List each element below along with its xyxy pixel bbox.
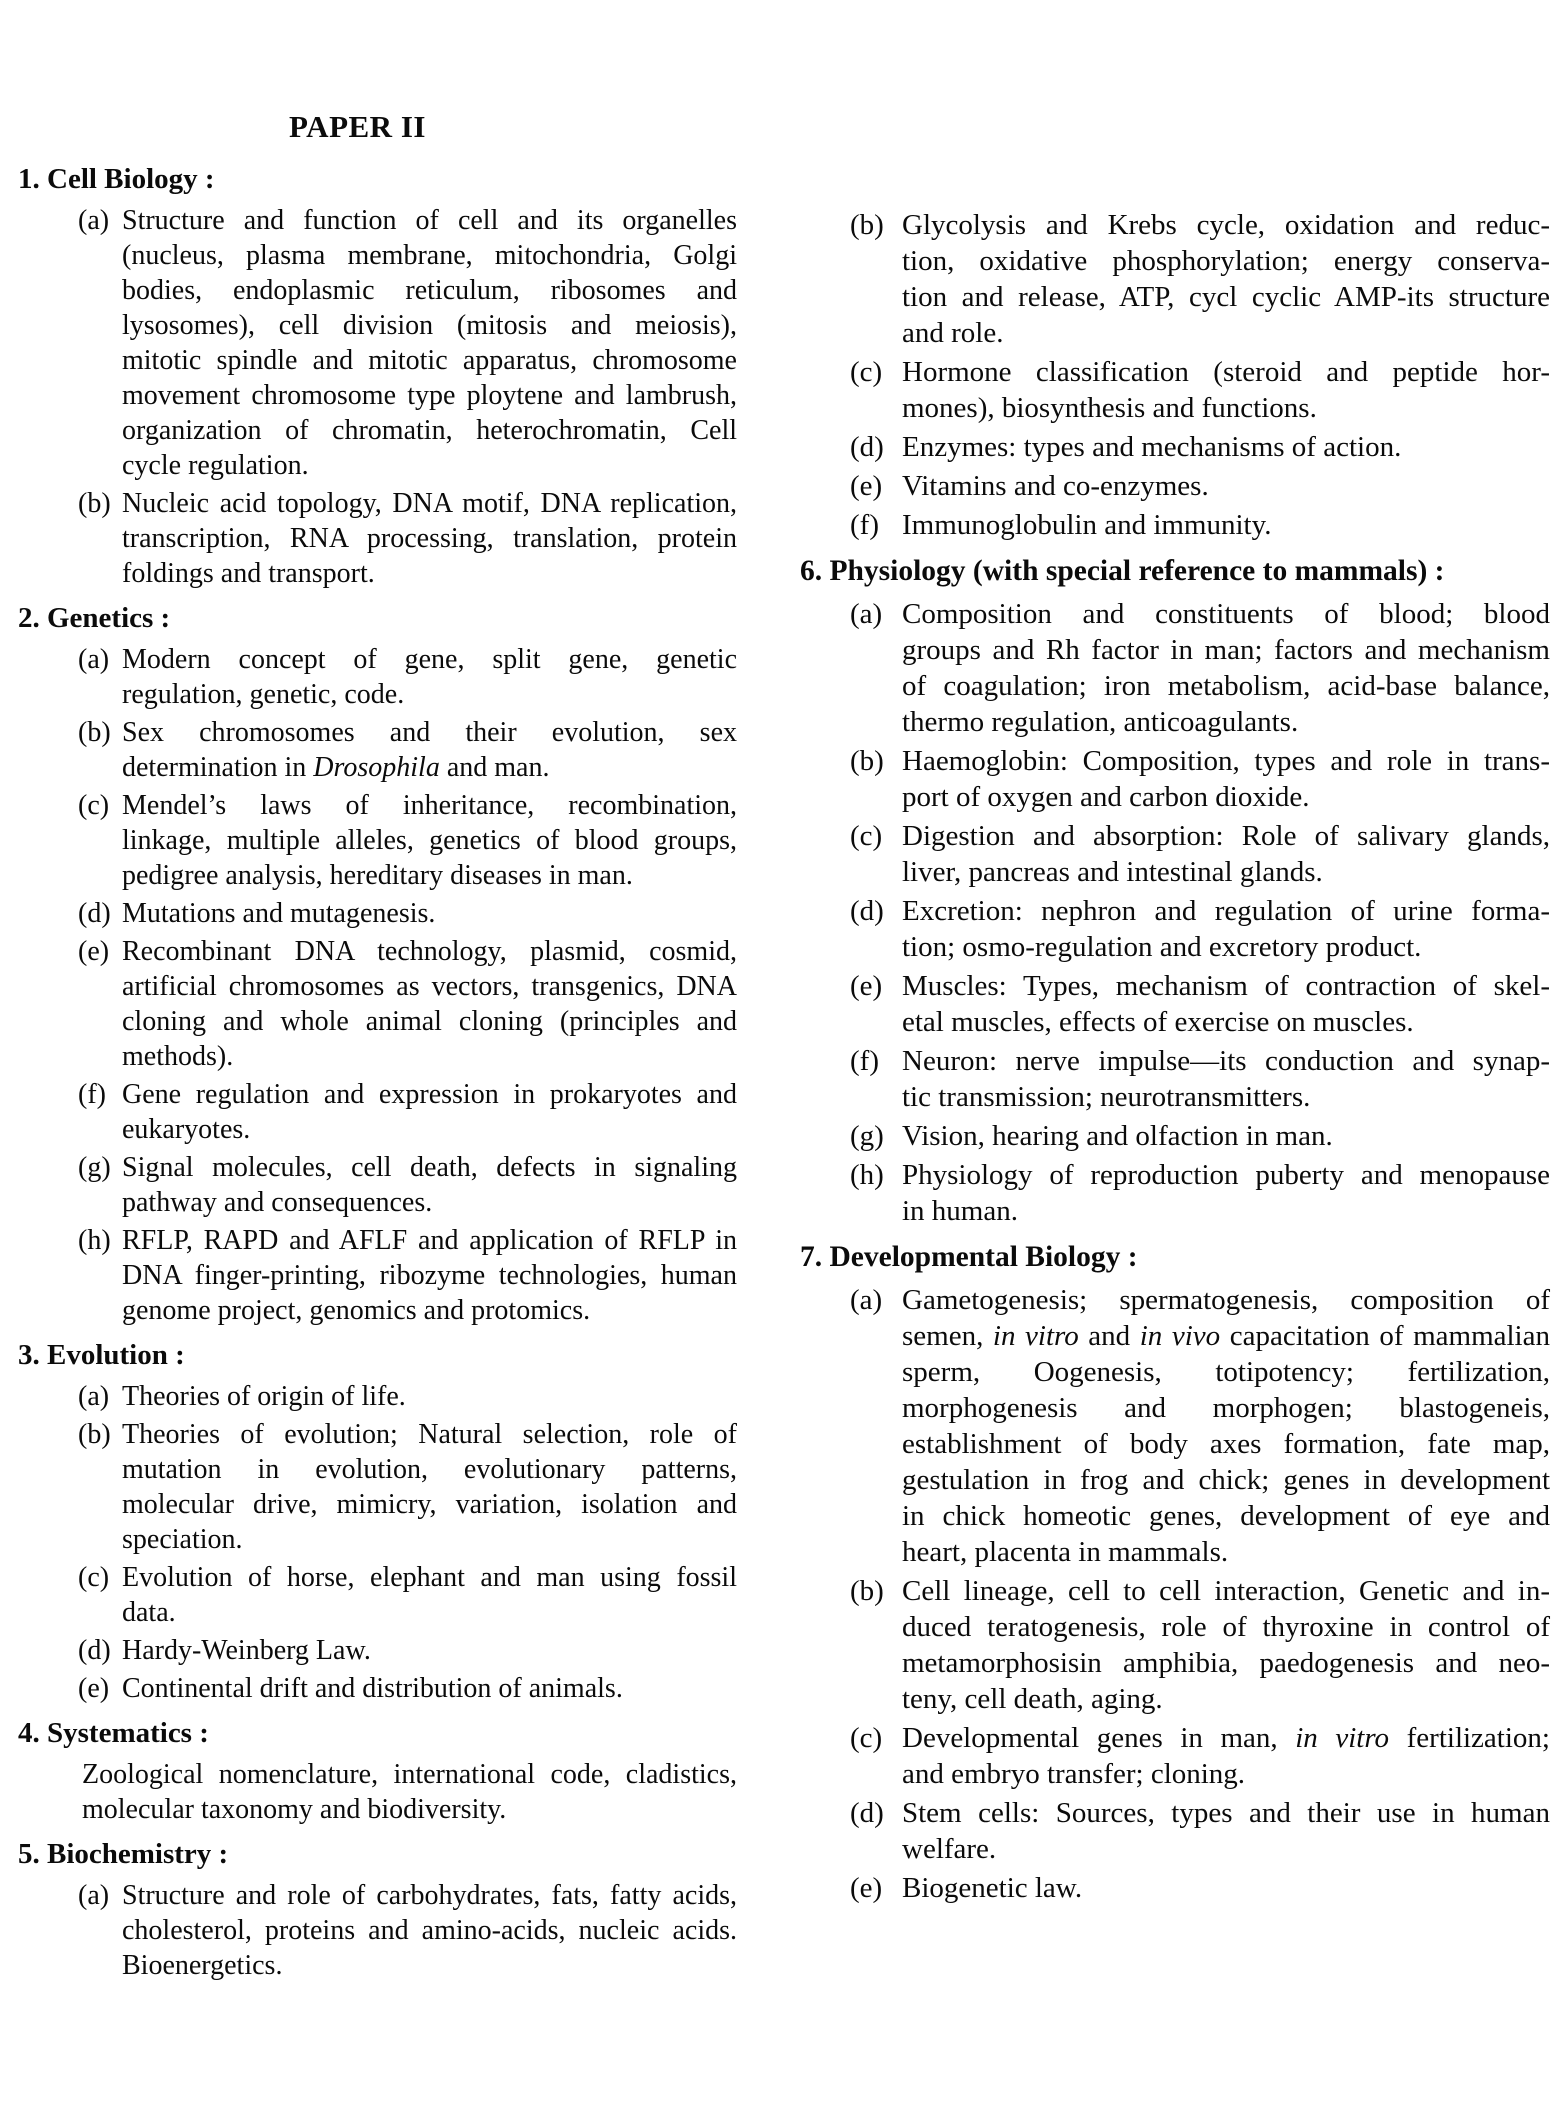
text-line: transcription, RNA processing, translation, protein bbox=[122, 523, 737, 554]
item-text bbox=[902, 207, 1550, 351]
item-label: (a) bbox=[850, 1284, 883, 1316]
item-label: (d) bbox=[78, 1635, 111, 1666]
text-line: establishment of body axes formation, fate map, bbox=[902, 1428, 1550, 1460]
text-line: in human. bbox=[902, 1195, 1018, 1227]
syllabus-item bbox=[850, 1043, 1550, 1115]
text-line: mones), biosynthesis and functions. bbox=[902, 392, 1317, 424]
section-heading: 2. Genetics : bbox=[18, 602, 171, 634]
item-label: (e) bbox=[850, 970, 883, 1002]
text-line: Sex chromosomes and their evolution, sex bbox=[122, 717, 737, 748]
item-text bbox=[122, 788, 737, 893]
item-text bbox=[902, 1573, 1550, 1717]
text-line: molecular drive, mimicry, variation, isolation and bbox=[122, 1489, 737, 1520]
section-heading: 5. Biochemistry : bbox=[18, 1838, 229, 1870]
text-line: foldings and transport. bbox=[122, 558, 375, 589]
text-line: of coagulation; iron metabolism, acid-base balance, bbox=[902, 670, 1550, 702]
syllabus-item bbox=[850, 1720, 1550, 1792]
syllabus-item bbox=[78, 788, 737, 893]
syllabus-item bbox=[78, 1223, 737, 1328]
text-line: Gene regulation and expression in prokaryotes and bbox=[122, 1079, 737, 1110]
item-text bbox=[902, 893, 1550, 965]
text-line: etal muscles, effects of exercise on muscles. bbox=[902, 1006, 1414, 1038]
item-text bbox=[122, 1671, 737, 1706]
syllabus-item bbox=[850, 1870, 1550, 1906]
text-line: tic transmission; neurotransmitters. bbox=[902, 1081, 1311, 1113]
item-label: (e) bbox=[78, 936, 110, 967]
item-text bbox=[122, 642, 737, 712]
text-line: and embryo transfer; cloning. bbox=[902, 1758, 1246, 1790]
text-line: Theories of origin of life. bbox=[122, 1381, 406, 1412]
item-text bbox=[122, 1223, 737, 1328]
text-line: Physiology of reproduction puberty and menopause bbox=[902, 1159, 1550, 1191]
item-text bbox=[122, 934, 737, 1074]
text-line: Haemoglobin: Composition, types and role in trans- bbox=[902, 745, 1550, 777]
item-label: (b) bbox=[78, 488, 111, 519]
syllabus-item bbox=[850, 354, 1550, 426]
text-line: Cell lineage, cell to cell interaction, Genetic and in- bbox=[902, 1575, 1550, 1607]
text-line: methods). bbox=[122, 1041, 234, 1072]
syllabus-item bbox=[82, 1757, 737, 1827]
item-label: (a) bbox=[850, 598, 883, 630]
syllabus-item bbox=[850, 1795, 1550, 1867]
item-label: (b) bbox=[850, 745, 884, 777]
text-line: Muscles: Types, mechanism of contraction of skel- bbox=[902, 970, 1550, 1002]
text-line: liver, pancreas and intestinal glands. bbox=[902, 856, 1323, 888]
syllabus-item bbox=[78, 1633, 737, 1668]
section-heading: 7. Developmental Biology : bbox=[800, 1241, 1138, 1273]
text-line: Digestion and absorption: Role of salivary glands, bbox=[902, 820, 1550, 852]
item-text bbox=[902, 968, 1550, 1040]
text-line: bodies, endoplasmic reticulum, ribosomes and bbox=[122, 275, 737, 306]
syllabus-item bbox=[78, 1077, 737, 1147]
syllabus-item bbox=[850, 1282, 1550, 1570]
item-text bbox=[902, 1720, 1550, 1792]
item-text bbox=[122, 486, 737, 591]
text-line: Excretion: nephron and regulation of urine forma- bbox=[902, 895, 1550, 927]
item-label: (b) bbox=[850, 1575, 884, 1607]
text-line: Zoological nomenclature, international code, cladistics, bbox=[82, 1759, 737, 1790]
text-line: pedigree analysis, hereditary diseases in man. bbox=[122, 860, 633, 891]
item-text bbox=[122, 1417, 737, 1557]
item-label: (b) bbox=[78, 1419, 111, 1450]
text-line: molecular taxonomy and biodiversity. bbox=[82, 1794, 507, 1825]
text-line: Nucleic acid topology, DNA motif, DNA replication, bbox=[122, 488, 737, 519]
item-label: (f) bbox=[850, 509, 879, 541]
text-line: welfare. bbox=[902, 1833, 997, 1865]
text-line: cloning and whole animal cloning (principles and bbox=[122, 1006, 737, 1037]
item-text bbox=[122, 1379, 737, 1414]
text-line: heart, placenta in mammals. bbox=[902, 1536, 1229, 1568]
item-label: (f) bbox=[78, 1079, 106, 1110]
text-line: Evolution of horse, elephant and man using fossil data. bbox=[122, 1562, 737, 1628]
text-line: in chick homeotic genes, development of eye and bbox=[902, 1500, 1550, 1532]
item-label: (d) bbox=[78, 898, 111, 929]
syllabus-item bbox=[850, 507, 1550, 543]
syllabus-item bbox=[850, 1157, 1550, 1229]
section-heading: 3. Evolution : bbox=[18, 1339, 185, 1371]
text-line: determination in Drosophila and man. bbox=[122, 752, 550, 783]
text-line: lysosomes), cell division (mitosis and meiosis), bbox=[122, 310, 737, 341]
text-line: groups and Rh factor in man; factors and mechanism bbox=[902, 634, 1550, 666]
text-line: Structure and function of cell and its organelles bbox=[122, 205, 737, 236]
item-text bbox=[902, 468, 1550, 504]
syllabus-section bbox=[18, 1336, 737, 1706]
item-label: (a) bbox=[78, 644, 110, 675]
text-line: Hormone classification (steroid and peptide hor- bbox=[902, 356, 1550, 388]
text-line: cholesterol, proteins and amino-acids, nucleic acids. bbox=[122, 1915, 737, 1946]
text-line: Gametogenesis; spermatogenesis, composition of bbox=[902, 1284, 1550, 1316]
right-column-sections bbox=[800, 207, 1550, 1906]
left-column-sections bbox=[18, 160, 737, 1983]
item-text bbox=[122, 203, 737, 483]
item-label: (c) bbox=[78, 1562, 110, 1593]
section-heading: 1. Cell Biology : bbox=[18, 163, 215, 195]
text-line: Continental drift and distribution of animals. bbox=[122, 1673, 623, 1704]
item-label: (g) bbox=[850, 1120, 884, 1152]
text-line: Bioenergetics. bbox=[122, 1950, 283, 1981]
text-line: Stem cells: Sources, types and their use in human bbox=[902, 1797, 1550, 1829]
text-line: DNA finger-printing, ribozyme technologies, human bbox=[122, 1260, 737, 1291]
item-text bbox=[902, 429, 1550, 465]
text-line: Vitamins and co-enzymes. bbox=[902, 470, 1209, 502]
syllabus-section bbox=[18, 160, 737, 591]
text-line: (nucleus, plasma membrane, mitochondria, Golgi bbox=[122, 240, 737, 271]
item-text bbox=[122, 896, 737, 931]
text-line: thermo regulation, anticoagulants. bbox=[902, 706, 1299, 738]
syllabus-item bbox=[78, 1560, 737, 1630]
item-label: (f) bbox=[850, 1045, 879, 1077]
item-text bbox=[902, 1282, 1550, 1570]
item-label: (h) bbox=[850, 1159, 884, 1191]
text-line: and role. bbox=[902, 317, 1004, 349]
item-text bbox=[902, 507, 1550, 543]
item-text bbox=[902, 1795, 1550, 1867]
text-line: organization of chromatin, heterochromatin, Cell bbox=[122, 415, 737, 446]
text-line: speciation. bbox=[122, 1524, 243, 1555]
text-line: Enzymes: types and mechanisms of action. bbox=[902, 431, 1402, 463]
item-text bbox=[902, 1118, 1550, 1154]
item-text bbox=[902, 743, 1550, 815]
syllabus-item bbox=[78, 486, 737, 591]
page-title: PAPER II bbox=[289, 109, 426, 144]
item-text bbox=[902, 818, 1550, 890]
item-text bbox=[82, 1757, 737, 1827]
item-label: (a) bbox=[78, 1880, 110, 1911]
text-line: Glycolysis and Krebs cycle, oxidation and reduc- bbox=[902, 209, 1550, 241]
item-label: (e) bbox=[850, 470, 883, 502]
syllabus-item bbox=[78, 1878, 737, 1983]
text-line: Signal molecules, cell death, defects in signaling bbox=[122, 1152, 737, 1183]
syllabus-section bbox=[18, 1835, 737, 1983]
item-text bbox=[122, 1150, 737, 1220]
syllabus-section bbox=[18, 599, 737, 1328]
item-text bbox=[902, 354, 1550, 426]
text-line: Mendel’s laws of inheritance, recombination, bbox=[122, 790, 737, 821]
syllabus-item bbox=[78, 203, 737, 483]
text-line: teny, cell death, aging. bbox=[902, 1683, 1163, 1715]
item-label: (b) bbox=[850, 209, 884, 241]
text-line: port of oxygen and carbon dioxide. bbox=[902, 781, 1310, 813]
text-line: Vision, hearing and olfaction in man. bbox=[902, 1120, 1333, 1152]
item-text bbox=[122, 1633, 737, 1668]
syllabus-item bbox=[850, 968, 1550, 1040]
text-line: tion and release, ATP, cycl cyclic AMP-its structure bbox=[902, 281, 1550, 313]
syllabus-item bbox=[850, 429, 1550, 465]
text-line: Hardy-Weinberg Law. bbox=[122, 1635, 371, 1666]
syllabus-section bbox=[800, 551, 1550, 1229]
text-line: Biogenetic law. bbox=[902, 1872, 1083, 1904]
syllabus-item bbox=[850, 468, 1550, 504]
item-label: (d) bbox=[850, 431, 884, 463]
text-line: pathway and consequences. bbox=[122, 1187, 433, 1218]
syllabus-item bbox=[850, 818, 1550, 890]
text-line: mutation in evolution, evolutionary patterns, bbox=[122, 1454, 737, 1485]
item-label: (c) bbox=[78, 790, 110, 821]
text-line: metamorphosisin amphibia, paedogenesis and neo- bbox=[902, 1647, 1550, 1679]
syllabus-item bbox=[78, 896, 737, 931]
section-heading: 4. Systematics : bbox=[18, 1717, 209, 1749]
syllabus-item bbox=[850, 207, 1550, 351]
syllabus-item bbox=[78, 715, 737, 785]
item-label: (g) bbox=[78, 1152, 111, 1183]
syllabus-item bbox=[78, 934, 737, 1074]
text-line: Mutations and mutagenesis. bbox=[122, 898, 436, 929]
item-label: (e) bbox=[78, 1673, 110, 1704]
text-line: regulation, genetic, code. bbox=[122, 679, 405, 710]
text-line: Developmental genes in man, in vitro fertilization; bbox=[902, 1722, 1550, 1754]
item-label: (c) bbox=[850, 356, 883, 388]
syllabus-item bbox=[850, 893, 1550, 965]
text-line: sperm, Oogenesis, totipotency; fertilization, bbox=[902, 1356, 1550, 1388]
text-line: eukaryotes. bbox=[122, 1114, 251, 1145]
text-line: cycle regulation. bbox=[122, 450, 309, 481]
item-text bbox=[902, 596, 1550, 740]
left-column bbox=[18, 108, 737, 1986]
item-text bbox=[122, 1878, 737, 1983]
syllabus-item bbox=[78, 1379, 737, 1414]
item-text bbox=[122, 715, 737, 785]
item-text bbox=[122, 1077, 737, 1147]
text-line: linkage, multiple alleles, genetics of blood groups, bbox=[122, 825, 737, 856]
item-label: (e) bbox=[850, 1872, 883, 1904]
text-line: Neuron: nerve impulse—its conduction and synap- bbox=[902, 1045, 1550, 1077]
syllabus-section bbox=[800, 207, 1550, 543]
text-line: Theories of evolution; Natural selection, role of bbox=[122, 1419, 737, 1450]
item-label: (c) bbox=[850, 820, 883, 852]
text-line: Immunoglobulin and immunity. bbox=[902, 509, 1272, 541]
text-line: gestulation in frog and chick; genes in development bbox=[902, 1464, 1550, 1496]
item-label: (b) bbox=[78, 717, 111, 748]
item-label: (a) bbox=[78, 1381, 110, 1412]
text-line: movement chromosome type ploytene and lambrush, bbox=[122, 380, 737, 411]
syllabus-section bbox=[800, 1237, 1550, 1906]
text-line: Composition and constituents of blood; blood bbox=[902, 598, 1550, 630]
text-line: mitotic spindle and mitotic apparatus, chromosome bbox=[122, 345, 737, 376]
text-line: duced teratogenesis, role of thyroxine in control of bbox=[902, 1611, 1550, 1643]
syllabus-item bbox=[850, 596, 1550, 740]
syllabus-section bbox=[18, 1714, 737, 1827]
syllabus-item bbox=[78, 1671, 737, 1706]
text-line: semen, in vitro and in vivo capacitation of mammalian bbox=[902, 1320, 1550, 1352]
text-line: artificial chromosomes as vectors, transgenics, DNA bbox=[122, 971, 737, 1002]
item-label: (d) bbox=[850, 1797, 884, 1829]
item-text bbox=[902, 1157, 1550, 1229]
text-line: genome project, genomics and protomics. bbox=[122, 1295, 591, 1326]
section-heading: 6. Physiology (with special reference to mammals) : bbox=[800, 555, 1445, 587]
syllabus-item bbox=[850, 743, 1550, 815]
syllabus-item bbox=[78, 642, 737, 712]
text-line: Recombinant DNA technology, plasmid, cosmid, bbox=[122, 936, 737, 967]
item-text bbox=[122, 1560, 737, 1630]
text-line: Structure and role of carbohydrates, fats, fatty acids, bbox=[122, 1880, 737, 1911]
item-label: (a) bbox=[78, 205, 110, 236]
item-text bbox=[902, 1870, 1550, 1906]
text-line: morphogenesis and morphogen; blastogeneis, bbox=[902, 1392, 1550, 1424]
text-line: Modern concept of gene, split gene, genetic bbox=[122, 644, 737, 675]
right-column bbox=[800, 204, 1550, 1909]
text-line: RFLP, RAPD and AFLF and application of RFLP in bbox=[122, 1225, 737, 1256]
item-label: (c) bbox=[850, 1722, 883, 1754]
syllabus-item bbox=[850, 1573, 1550, 1717]
text-line: tion; osmo-regulation and excretory product. bbox=[902, 931, 1422, 963]
item-label: (h) bbox=[78, 1225, 111, 1256]
item-text bbox=[902, 1043, 1550, 1115]
syllabus-item bbox=[850, 1118, 1550, 1154]
syllabus-item bbox=[78, 1417, 737, 1557]
text-line: tion, oxidative phosphorylation; energy conserva- bbox=[902, 245, 1550, 277]
syllabus-item bbox=[78, 1150, 737, 1220]
item-label: (d) bbox=[850, 895, 884, 927]
